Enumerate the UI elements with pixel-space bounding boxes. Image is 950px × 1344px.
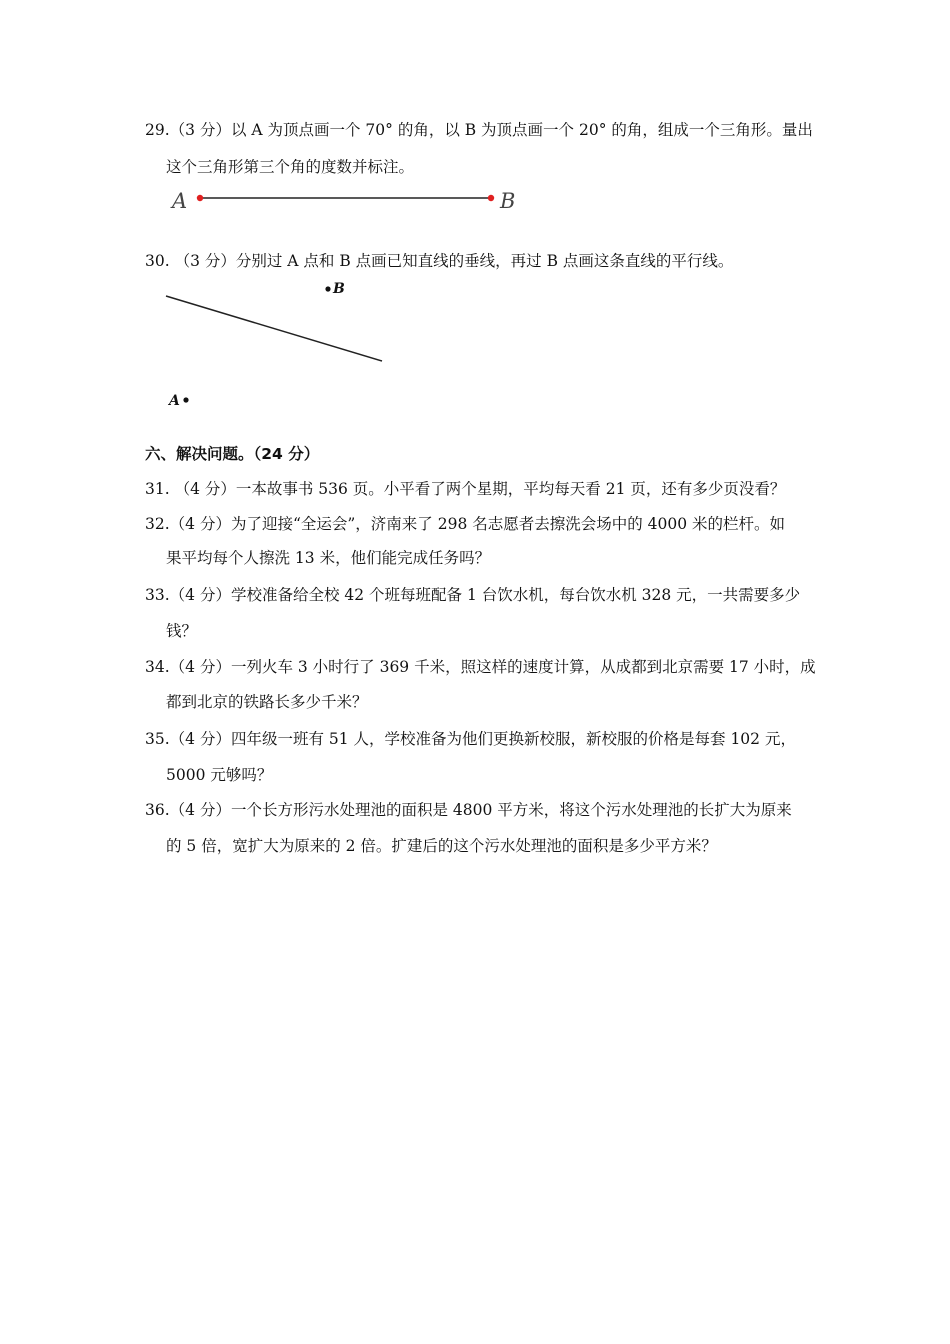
q30-point-b-label: B — [333, 281, 345, 297]
q36-text-line2: 的 5 倍，宽扩大为原来的 2 倍。扩建后的这个污水处理池的面积是多少平方米？ — [166, 837, 717, 855]
point-a-dot — [197, 195, 203, 201]
q35-text-line2: 5000 元够吗？ — [166, 766, 273, 784]
q35-text-line1: 35.（4 分）四年级一班有 51 人，学校准备为他们更换新校服，新校服的价格是每套 102 元， — [145, 730, 796, 748]
given-line — [166, 296, 382, 361]
point-b-dot — [488, 195, 494, 201]
q32-text-line1: 32.（4 分）为了迎接“全运会”，济南来了 298 名志愿者去擦洗会场中的 4000 米的栏杆。如 — [145, 515, 786, 533]
q36-text-line1: 36.（4 分）一个长方形污水处理池的面积是 4800 平方米，将这个污水处理池的长扩大为原来 — [145, 801, 792, 819]
q30-point-a-dot — [183, 397, 188, 402]
q31-text-line1: 31. （4 分）一本故事书 536 页。小平看了两个星期，平均每天看 21 页，还有多少页没看？ — [145, 480, 786, 498]
q30-point-b-dot — [325, 286, 330, 291]
q30-point-a-label: A — [169, 393, 180, 409]
q30-line-figure — [166, 281, 382, 409]
point-b-label: B — [500, 189, 516, 213]
q33-text-line1: 33.（4 分）学校准备给全校 42 个班每班配备 1 台饮水机，每台饮水机 328 元，一共需要多少 — [145, 586, 801, 604]
q34-text-line1: 34.（4 分）一列火车 3 小时行了 369 千米，照这样的速度计算，从成都到北京需要 17 小时，成 — [145, 658, 816, 676]
q29-segment-figure — [170, 189, 515, 213]
q32-text-line2: 果平均每个人擦洗 13 米，他们能完成任务吗？ — [166, 549, 491, 567]
q33-text-line2: 钱？ — [166, 622, 198, 640]
q30-text-line1: 30. （3 分）分别过 A 点和 B 点画已知直线的垂线，再过 B 点画这条直线的平行线。 — [145, 252, 734, 270]
section6-heading: 六、解决问题。（24 分） — [145, 445, 320, 463]
q34-text-line2: 都到北京的铁路长多少千米？ — [166, 693, 368, 711]
q29-text-line1: 29.（3 分）以 A 为顶点画一个 70° 的角，以 B 为顶点画一个 20° 的角，组成一个三角形。量出 — [145, 121, 813, 139]
point-a-label: A — [172, 189, 188, 213]
q29-text-line2: 这个三角形第三个角的度数并标注。 — [166, 158, 415, 176]
